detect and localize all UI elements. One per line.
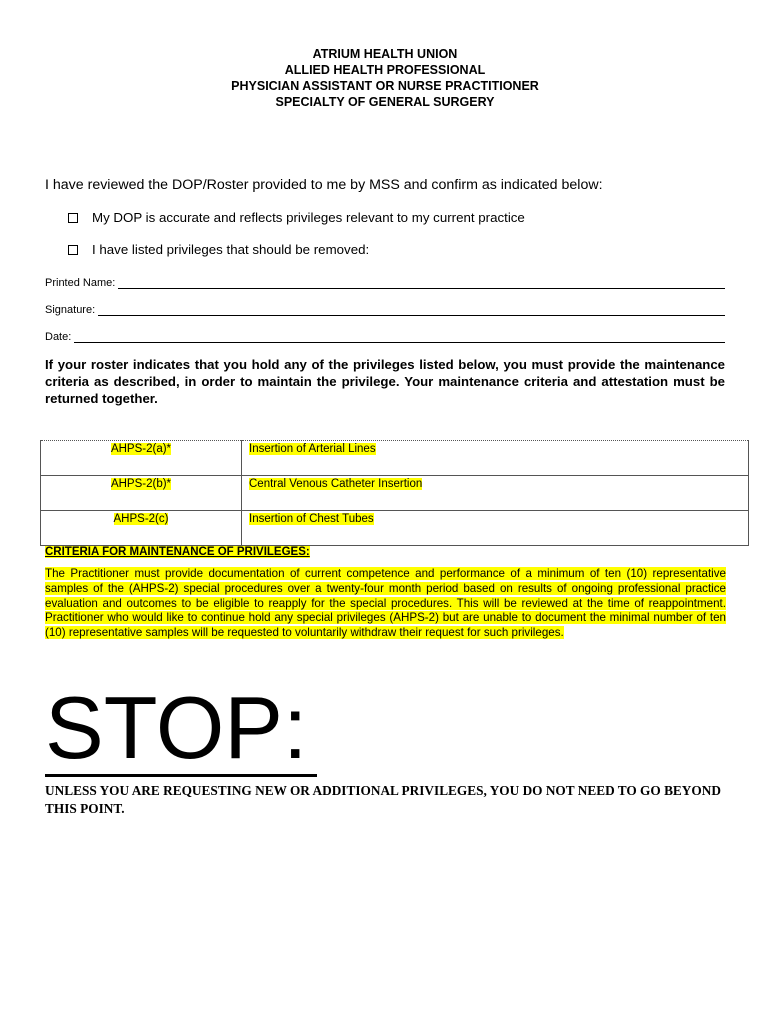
printed-name-row (45, 277, 725, 289)
stop-heading: STOP: (45, 678, 308, 777)
date-label: Date: (45, 331, 72, 343)
privilege-code-cell (41, 511, 242, 546)
printed-name-label: Printed Name: (45, 277, 116, 289)
privilege-code: AHPS-2(c) (113, 513, 169, 525)
header-role: PHYSICIAN ASSISTANT OR NURSE PRACTITIONER (231, 79, 539, 93)
date-row (45, 331, 725, 343)
criteria-body-text: The Practitioner must provide documentation of current competence and performance of a minimum of ten (10) representative samples of the (AHPS-2) special procedures over a twenty-four month period based on results of ongoing professional practice evaluation and outcomes to be eligible to reapply for the special procedures. This will be reviewed at the time of reappointment. Practitioner who would like to continue hold any special privileges (AHPS-2) but are unable to document the minimal number of ten (10) representative samples will be requested to voluntarily withdraw their request for such privileges. (45, 567, 726, 640)
privilege-name-cell (242, 476, 749, 511)
header-department: ALLIED HEALTH PROFESSIONAL (284, 63, 486, 77)
privilege-name: Central Venous Catheter Insertion (249, 478, 423, 490)
privilege-code-cell (41, 476, 242, 511)
signature-field[interactable] (98, 305, 725, 316)
privilege-name-cell (242, 511, 749, 546)
signature-label: Signature: (45, 304, 96, 316)
criteria-heading-text: CRITERIA FOR MAINTENANCE OF PRIVILEGES: (45, 546, 310, 558)
signature-row (45, 304, 725, 316)
checkbox-dop-accurate[interactable] (68, 213, 78, 223)
privilege-name-cell (242, 441, 749, 476)
privilege-code: AHPS-2(b)* (110, 478, 172, 490)
table-row (41, 441, 749, 476)
stop-message: UNLESS YOU ARE REQUESTING NEW OR ADDITIONAL PRIVILEGES, YOU DO NOT NEED TO GO BEYOND THIS POINT. (45, 783, 721, 816)
document-header (0, 46, 770, 110)
privilege-code-cell (41, 441, 242, 476)
option-privileges-removed-label: I have listed privileges that should be removed: (92, 242, 370, 257)
privilege-name: Insertion of Chest Tubes (249, 513, 374, 525)
date-field[interactable] (74, 332, 725, 343)
option-dop-accurate-label: My DOP is accurate and reflects privileges relevant to my current practice (92, 210, 525, 225)
header-specialty: SPECIALTY OF GENERAL SURGERY (275, 95, 495, 109)
header-organization: ATRIUM HEALTH UNION (312, 47, 458, 61)
criteria-body (45, 567, 726, 641)
option-privileges-removed[interactable] (68, 242, 369, 257)
privileges-table (40, 440, 749, 546)
criteria-heading (45, 546, 310, 558)
printed-name-field[interactable] (118, 278, 725, 289)
maintenance-notice: If your roster indicates that you hold any of the privileges listed below, you must provide the maintenance criteria as described, in order to maintain the privilege. Your maintenance criteria and attestation must be returned together. (45, 357, 725, 406)
privilege-name: Insertion of Arterial Lines (249, 443, 376, 455)
checkbox-privileges-removed[interactable] (68, 245, 78, 255)
table-row (41, 511, 749, 546)
privilege-code: AHPS-2(a)* (110, 443, 172, 455)
stop-underline (45, 774, 317, 777)
table-row (41, 476, 749, 511)
option-dop-accurate[interactable] (68, 210, 525, 225)
intro-text: I have reviewed the DOP/Roster provided to me by MSS and confirm as indicated below: (45, 177, 603, 193)
